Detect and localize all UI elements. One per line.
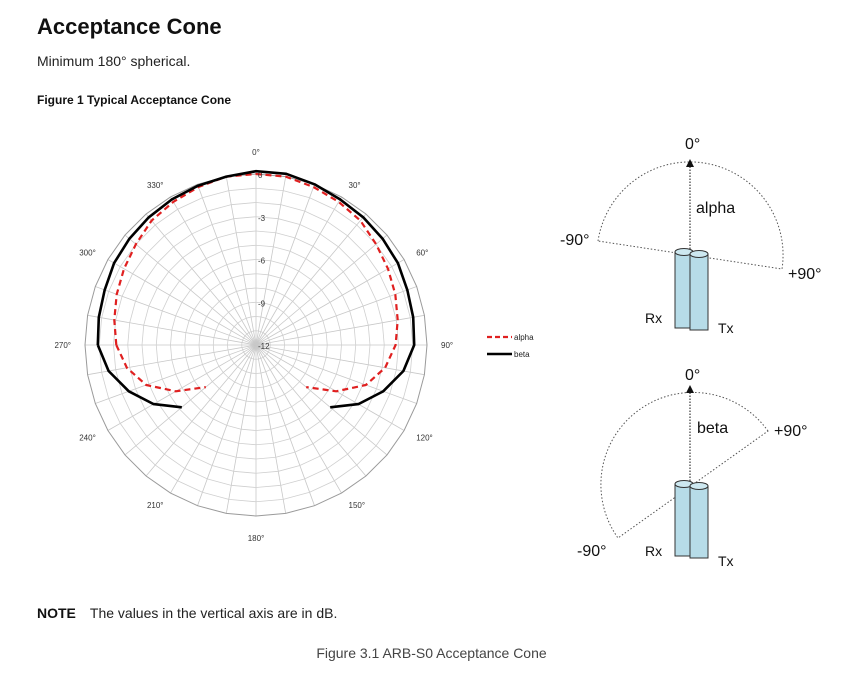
angle-tick-label: 120°: [416, 433, 433, 443]
angle-tick-label: 300°: [79, 248, 96, 258]
legend-label-beta: beta: [514, 350, 530, 359]
angle-tick-label: 330°: [146, 180, 164, 190]
angle-tick-label: 240°: [79, 433, 96, 443]
radial-tick-label: -6: [258, 256, 266, 266]
radial-tick-label: 0: [258, 171, 263, 180]
angle-tick-label: 0°: [252, 148, 260, 157]
alpha-axis-label: alpha: [696, 200, 736, 217]
angle-tick-label: 180°: [247, 534, 265, 543]
beta-tx-label: Tx: [718, 553, 734, 569]
beta-axis-label: beta: [697, 420, 729, 437]
alpha-label-0deg: 0°: [685, 136, 701, 153]
note-label: NOTE: [37, 605, 76, 621]
page-heading: Acceptance Cone: [37, 14, 222, 39]
beta-rx-label: Rx: [645, 543, 663, 559]
figure-title: Figure 1 Typical Acceptance Cone: [37, 93, 232, 107]
page-subtitle: Minimum 180° spherical.: [37, 53, 191, 69]
alpha-label-minus90: -90°: [560, 232, 590, 249]
angle-tick-label: 210°: [146, 501, 164, 511]
note-text: The values in the vertical axis are in dB.: [89, 605, 338, 621]
note: [37, 605, 337, 621]
beta-label-plus90: +90°: [774, 423, 808, 440]
alpha-label-plus90: +90°: [788, 266, 822, 283]
alpha-rx-label: Rx: [645, 310, 663, 326]
radial-tick-label: -3: [258, 213, 266, 223]
legend-label-alpha: alpha: [514, 333, 534, 342]
angle-tick-label: 90°: [441, 341, 454, 350]
alpha-diagram: [560, 136, 822, 336]
figure-caption: Figure 3.1 ARB-S0 Acceptance Cone: [316, 645, 547, 661]
angle-tick-label: 270°: [54, 341, 71, 350]
radial-tick-label: -12: [258, 342, 270, 351]
tx-tube: [690, 254, 708, 330]
radial-tick-label: -9: [258, 299, 266, 309]
beta-diagram: [577, 367, 808, 569]
angle-tick-label: 60°: [416, 248, 429, 258]
beta-label-0deg: 0°: [685, 367, 701, 384]
angle-tick-label: 150°: [348, 501, 366, 511]
beta-label-minus90: -90°: [577, 543, 607, 560]
beta-sensor-tubes: [675, 481, 708, 559]
alpha-tx-label: Tx: [718, 320, 734, 336]
tx-tube: [690, 486, 708, 558]
angle-tick-label: 30°: [348, 180, 361, 190]
alpha-sensor-tubes: [675, 249, 708, 331]
